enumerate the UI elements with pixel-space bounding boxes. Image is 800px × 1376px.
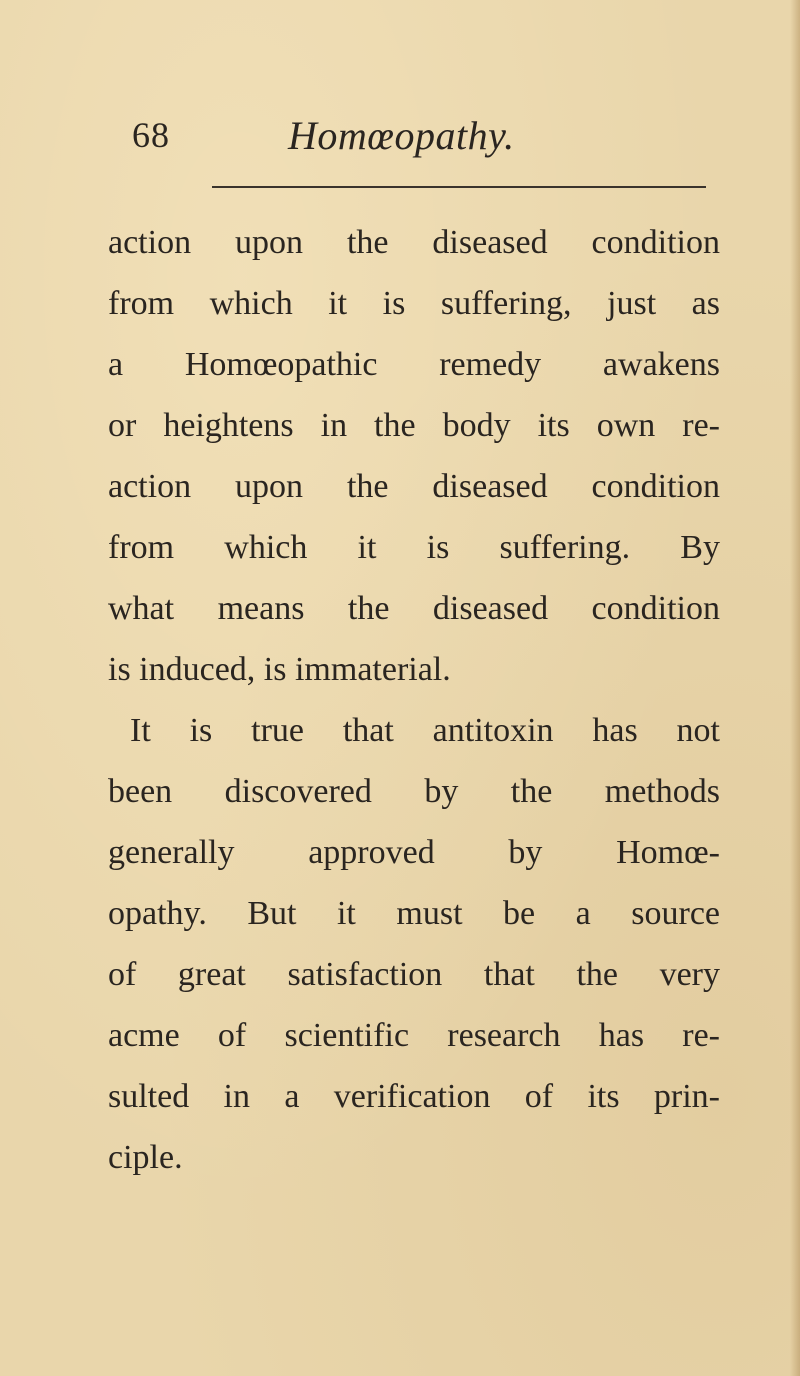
text-line: opathy. But it must be a source — [108, 895, 720, 932]
text-line: sulted in a verification of its prin- — [108, 1078, 720, 1115]
page-number: 68 — [132, 115, 170, 155]
text-line: is induced, is immaterial. — [108, 651, 451, 688]
text-line: of great satisfaction that the very — [108, 956, 720, 993]
text-line: action upon the diseased condition — [108, 468, 720, 505]
text-line: or heightens in the body its own re- — [108, 407, 720, 444]
paragraph-start-line: It is true that antitoxin has not — [130, 712, 720, 749]
text-line: been discovered by the methods — [108, 773, 720, 810]
text-line: generally approved by Homœ- — [108, 834, 720, 871]
text-line: action upon the diseased condition — [108, 224, 720, 261]
header-rule — [212, 186, 706, 188]
running-title: Homœopathy. — [288, 113, 515, 158]
text-line: what means the diseased condition — [108, 590, 720, 627]
text-line: ciple. — [108, 1139, 183, 1176]
text-line: from which it is suffering. By — [108, 529, 720, 566]
page-edge-shadow — [790, 0, 800, 1376]
text-line: acme of scientific research has re- — [108, 1017, 720, 1054]
body-text — [108, 212, 720, 1188]
page-header — [132, 108, 732, 158]
text-line: a Homœopathic remedy awakens — [108, 346, 720, 383]
text-line: from which it is suffering, just as — [108, 285, 720, 322]
